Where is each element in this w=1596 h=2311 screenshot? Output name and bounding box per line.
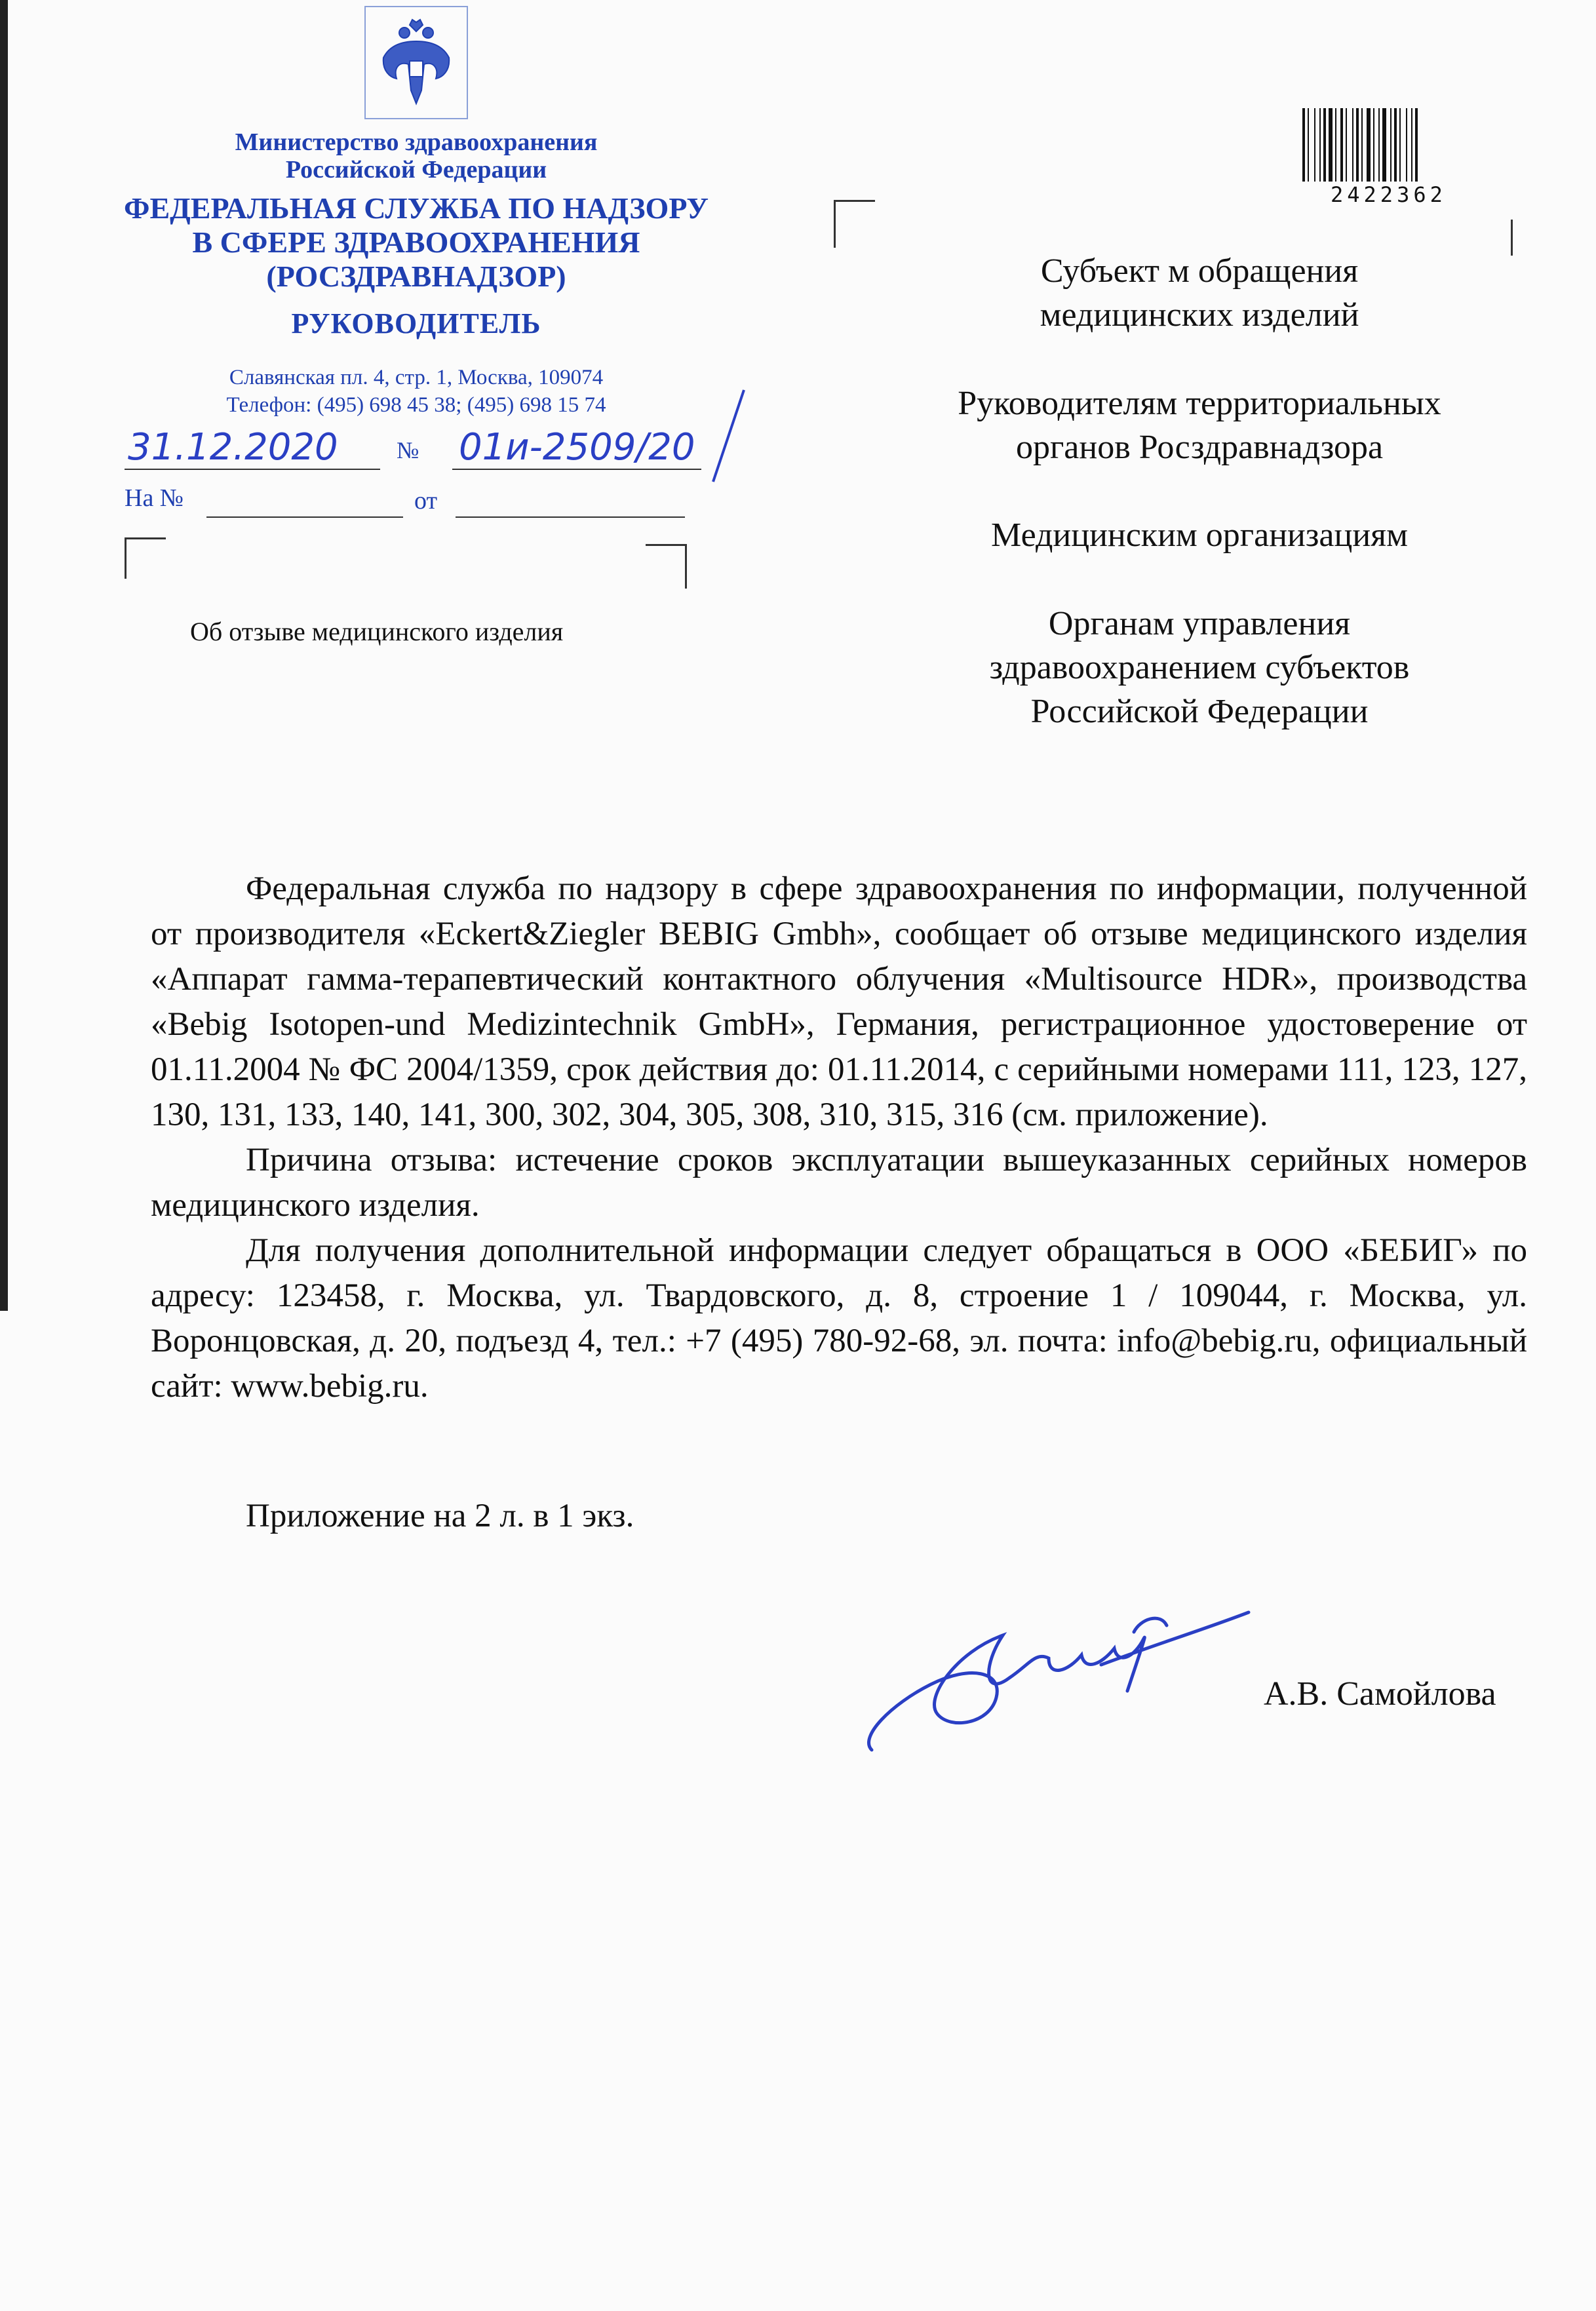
recipient-4-line-3: Российской Федерации: [1030, 693, 1369, 730]
barcode-bar: [1346, 108, 1347, 182]
barcode-bar: [1415, 108, 1418, 182]
addressee-tick: [1511, 220, 1513, 256]
recipient-4: [905, 602, 1494, 733]
from-underline: [456, 516, 685, 518]
recipient-2: [905, 381, 1494, 469]
from-label: от: [414, 487, 438, 515]
letter-body: [151, 866, 1527, 1409]
paragraph-recall: Федеральная служба по надзору в сфере здравоохранения по информации, полученной от производителя «Eckert&Ziegler BEBIG Gmbh», сообщает об отзыве медицинского изделия «Аппарат гамма-терапевтический контактного облучения «Multisource HDR», производства «Bebig Isotopen-und Medizintechnik GmbH», Германия, регистрационное удостоверение от 01.11.2004 № ФС 2004/1359, срок действия до: 01.11.2014, с серийными номерами 111, 123, 127, 130, 131, 133, 140, 141, 300, 302, 304, 305, 308, 310, 315, 316 (см. приложение).: [151, 870, 1527, 1133]
attachment-note: Приложение на 2 л. в 1 экз.: [246, 1498, 634, 1534]
signatory-name: А.В. Самойлова: [1264, 1675, 1496, 1713]
barcode-bar: [1390, 108, 1392, 182]
subject-bracket-right: [646, 544, 687, 589]
barcode-bar: [1352, 108, 1353, 182]
barcode-bar: [1361, 108, 1363, 182]
barcode-bar: [1394, 108, 1397, 182]
barcode-bar: [1406, 108, 1407, 182]
barcode-bars: [1301, 108, 1498, 184]
service-line-3: (РОСЗДРАВНАДЗОР): [266, 260, 566, 293]
barcode-bar: [1340, 108, 1343, 182]
recipient-1-line-2: медицинских изделий: [1040, 296, 1359, 334]
barcode-bar: [1302, 108, 1305, 182]
handwritten-signature: [852, 1573, 1258, 1773]
ministry-name: [121, 128, 711, 184]
handwritten-number: 01и-2509/20: [459, 426, 695, 469]
coat-of-arms-emblem: [364, 5, 469, 120]
barcode-bar: [1308, 108, 1309, 182]
barcode-bar: [1323, 108, 1326, 182]
ministry-line-1: Министерство здравоохранения: [235, 128, 598, 156]
recipient-3-line-1: Медицинским организациям: [991, 516, 1408, 554]
phone: Телефон: (495) 698 45 38; (495) 698 15 74: [226, 393, 606, 417]
address: Славянская пл. 4, стр. 1, Москва, 109074: [229, 366, 604, 389]
barcode-bar: [1319, 108, 1321, 182]
recipient-2-line-1: Руководителям территориальных: [958, 385, 1441, 422]
subject-bracket-left: [125, 537, 166, 579]
recipient-1-line-1: Субъект м обращения: [1040, 252, 1359, 290]
scan-edge: [0, 0, 8, 1311]
barcode-bar: [1378, 108, 1380, 182]
service-line-1: ФЕДЕРАЛЬНАЯ СЛУЖБА ПО НАДЗОРУ: [123, 191, 709, 225]
ref-underline: [206, 516, 403, 518]
recipient-4-line-2: здравоохранением субъектов: [989, 649, 1410, 686]
addressee-bracket: [834, 200, 875, 248]
barcode-bar: [1367, 108, 1371, 182]
number-underline: [452, 469, 701, 470]
service-name: [121, 191, 711, 294]
recipient-1: [905, 249, 1494, 337]
subject-line: Об отзыве медицинского изделия: [190, 617, 564, 646]
paragraph-reason: Причина отзыва: истечение сроков эксплуатации вышеуказанных серийных номеров медицинского изделия.: [151, 1142, 1527, 1224]
barcode-bar: [1382, 108, 1386, 182]
ministry-line-2: Российской Федерации: [285, 156, 547, 184]
barcode: [1301, 108, 1498, 184]
barcode-bar: [1329, 108, 1333, 182]
barcode-number: 2422362: [1331, 182, 1447, 207]
handwritten-date: 31.12.2020: [128, 426, 338, 469]
recipient-4-line-1: Органам управления: [1048, 605, 1351, 642]
number-sign: №: [397, 437, 419, 463]
barcode-bar: [1356, 108, 1359, 182]
paragraph-contacts: Для получения дополнительной информации следует обращаться в ООО «БЕБИГ» по адресу: 123458, г. Москва, ул. Твардовского, д. 8, строение 1 / 109044, г. Москва, ул. Воронцовская, д. 20, подъезд 4, тел.: +7 (495) 780-92-68, эл. почта: info@bebig.ru, официальный сайт: www.bebig.ru.: [151, 1232, 1527, 1405]
barcode-bar: [1335, 108, 1336, 182]
ref-label: На №: [125, 484, 184, 512]
barcode-bar: [1411, 108, 1412, 182]
recipient-2-line-2: органов Росздравнадзора: [1015, 429, 1384, 466]
barcode-bar: [1314, 108, 1315, 182]
barcode-bar: [1399, 108, 1401, 182]
barcode-bar: [1373, 108, 1374, 182]
slash-mark: [708, 387, 747, 488]
date-underline: [125, 469, 380, 470]
recipient-3: [905, 513, 1494, 557]
service-line-2: В СФЕРЕ ЗДРАВООХРАНЕНИЯ: [192, 225, 640, 259]
contact-block: [121, 364, 711, 419]
position-title: РУКОВОДИТЕЛЬ: [291, 307, 541, 340]
